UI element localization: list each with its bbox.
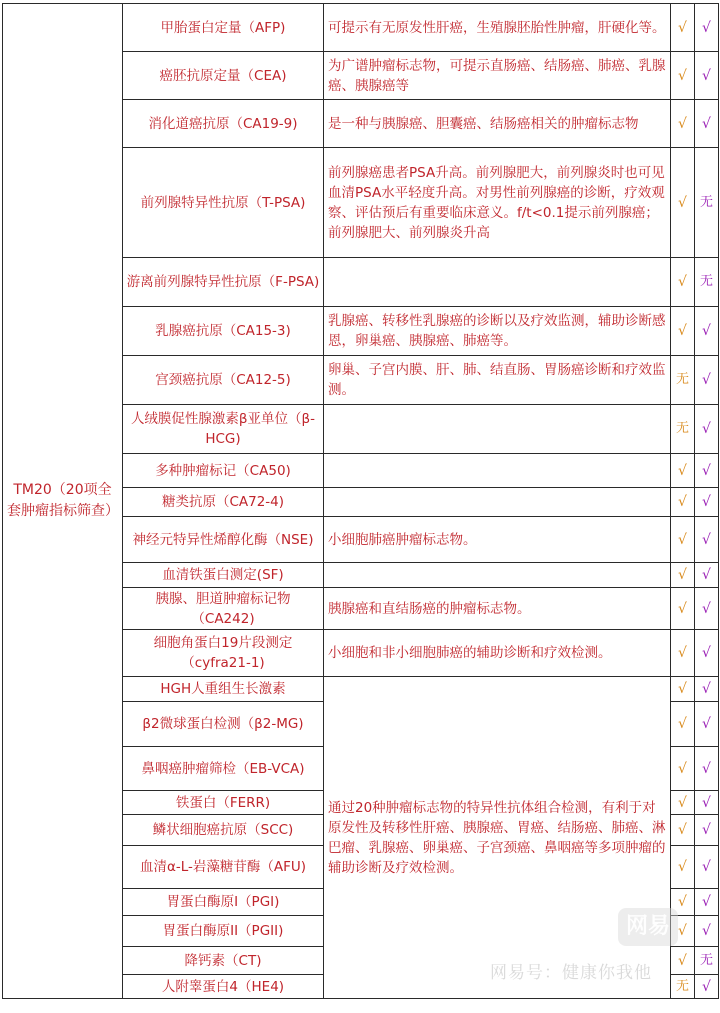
package-b-mark: √ bbox=[695, 747, 719, 791]
package-b-mark: 无 bbox=[695, 947, 719, 975]
marker-name: 鼻咽癌肿瘤筛检（EB-VCA) bbox=[123, 747, 324, 791]
merged-description: 通过20种肿瘤标志物的特异性抗体组合检测，有利于对原发性及转移性肝癌、胰腺癌、胃癌、结肠癌、肺癌、淋巴瘤、乳腺癌、卵巢癌、子宫颈癌、鼻咽癌等多项肿瘤的辅助诊断及疗效检测。 bbox=[324, 677, 671, 999]
package-a-mark: √ bbox=[671, 747, 695, 791]
package-a-mark: √ bbox=[671, 148, 695, 258]
marker-name: 胃蛋白酶原I（PGI) bbox=[123, 889, 324, 916]
marker-description: 可提示有无原发性肝癌，生殖腺胚胎性肿瘤，肝硬化等。 bbox=[324, 4, 671, 52]
package-a-mark: √ bbox=[671, 454, 695, 488]
marker-name: β2微球蛋白检测（β2-MG) bbox=[123, 702, 324, 747]
marker-name: 宫颈癌抗原（CA12-5) bbox=[123, 356, 324, 405]
marker-name: 癌胚抗原定量（CEA) bbox=[123, 52, 324, 100]
marker-name: 神经元特异性烯醇化酶（NSE) bbox=[123, 517, 324, 563]
package-b-mark: √ bbox=[695, 702, 719, 747]
marker-description bbox=[324, 405, 671, 454]
package-a-mark: √ bbox=[671, 889, 695, 916]
package-a-mark: 无 bbox=[671, 975, 695, 999]
package-a-mark: √ bbox=[671, 677, 695, 702]
package-a-mark: √ bbox=[671, 947, 695, 975]
marker-name: 人附睾蛋白4（HE4) bbox=[123, 975, 324, 999]
marker-name: 细胞角蛋白19片段测定（cyfra21-1) bbox=[123, 630, 324, 677]
package-a-mark: √ bbox=[671, 258, 695, 307]
package-a-mark: √ bbox=[671, 488, 695, 517]
package-a-mark: √ bbox=[671, 563, 695, 588]
package-a-mark: √ bbox=[671, 588, 695, 630]
package-b-mark: √ bbox=[695, 405, 719, 454]
marker-description: 卵巢、子宫内膜、肝、肺、结直肠、胃肠癌诊断和疗效监测。 bbox=[324, 356, 671, 405]
watermark-logo: 网易 bbox=[618, 908, 678, 946]
marker-name: 游离前列腺特异性抗原（F-PSA) bbox=[123, 258, 324, 307]
package-a-mark: √ bbox=[671, 702, 695, 747]
package-b-mark: √ bbox=[695, 517, 719, 563]
package-b-mark: √ bbox=[695, 588, 719, 630]
marker-description: 小细胞和非小细胞肺癌的辅助诊断和疗效检测。 bbox=[324, 630, 671, 677]
marker-description: 为广谱肿瘤标志物，可提示直肠癌、结肠癌、肺癌、乳腺癌、胰腺癌等 bbox=[324, 52, 671, 100]
package-b-mark: √ bbox=[695, 4, 719, 52]
package-a-mark: 无 bbox=[671, 405, 695, 454]
marker-description bbox=[324, 563, 671, 588]
marker-description bbox=[324, 258, 671, 307]
watermark-text: 网易号：健康你我他 bbox=[490, 963, 652, 983]
package-a-mark: √ bbox=[671, 307, 695, 356]
marker-name: 糖类抗原（CA72-4) bbox=[123, 488, 324, 517]
package-a-mark: √ bbox=[671, 100, 695, 148]
package-b-mark: √ bbox=[695, 488, 719, 517]
marker-description bbox=[324, 454, 671, 488]
package-a-mark: √ bbox=[671, 815, 695, 846]
marker-description: 前列腺癌患者PSA升高。前列腺肥大，前列腺炎时也可见血清PSA水平轻度升高。对男性前列腺癌的诊断，疗效观察、评估预后有重要临床意义。f/t<0.1提示前列腺癌；前列腺肥大、前列腺炎升高 bbox=[324, 148, 671, 258]
package-b-mark: √ bbox=[695, 815, 719, 846]
package-a-mark: √ bbox=[671, 517, 695, 563]
package-b-mark: √ bbox=[695, 791, 719, 815]
package-b-mark: √ bbox=[695, 846, 719, 889]
package-b-mark: √ bbox=[695, 100, 719, 148]
marker-name: 人绒膜促性腺激素β亚单位（β-HCG) bbox=[123, 405, 324, 454]
package-b-mark: √ bbox=[695, 889, 719, 916]
package-a-mark: √ bbox=[671, 846, 695, 889]
table-row bbox=[3, 4, 719, 52]
marker-name: 前列腺特异性抗原（T-PSA) bbox=[123, 148, 324, 258]
marker-name: 胰腺、胆道肿瘤标记物（CA242) bbox=[123, 588, 324, 630]
package-a-mark: √ bbox=[671, 791, 695, 815]
marker-name: 甲胎蛋白定量（AFP) bbox=[123, 4, 324, 52]
package-b-mark: √ bbox=[695, 630, 719, 677]
marker-description bbox=[324, 488, 671, 517]
package-b-mark: √ bbox=[695, 52, 719, 100]
package-a-mark: √ bbox=[671, 916, 695, 947]
package-a-mark: 无 bbox=[671, 356, 695, 405]
package-b-mark: √ bbox=[695, 975, 719, 999]
package-b-mark: √ bbox=[695, 307, 719, 356]
package-b-mark: √ bbox=[695, 454, 719, 488]
marker-name: 鳞状细胞癌抗原（SCC) bbox=[123, 815, 324, 846]
package-b-mark: 无 bbox=[695, 258, 719, 307]
marker-description: 小细胞肺癌肿瘤标志物。 bbox=[324, 517, 671, 563]
package-b-mark: √ bbox=[695, 916, 719, 947]
marker-name: HGH人重组生长激素 bbox=[123, 677, 324, 702]
package-a-mark: √ bbox=[671, 4, 695, 52]
marker-description: 乳腺癌、转移性乳腺癌的诊断以及疗效监测，辅助诊断感恩，卵巢癌、胰腺癌、肺癌等。 bbox=[324, 307, 671, 356]
package-a-mark: √ bbox=[671, 52, 695, 100]
marker-name: 血清铁蛋白测定(SF) bbox=[123, 563, 324, 588]
marker-name: 血清α-L-岩藻糖苷酶（AFU) bbox=[123, 846, 324, 889]
group-label: TM20（20项全套肿瘤指标筛查） bbox=[3, 4, 123, 999]
tumor-marker-table bbox=[2, 3, 719, 999]
marker-description: 是一种与胰腺癌、胆囊癌、结肠癌相关的肿瘤标志物 bbox=[324, 100, 671, 148]
marker-name: 铁蛋白（FERR) bbox=[123, 791, 324, 815]
marker-name: 降钙素（CT) bbox=[123, 947, 324, 975]
marker-name: 乳腺癌抗原（CA15-3) bbox=[123, 307, 324, 356]
package-b-mark: √ bbox=[695, 677, 719, 702]
marker-name: 多种肿瘤标记（CA50) bbox=[123, 454, 324, 488]
package-a-mark: √ bbox=[671, 630, 695, 677]
marker-name: 消化道癌抗原（CA19-9) bbox=[123, 100, 324, 148]
package-b-mark: √ bbox=[695, 563, 719, 588]
marker-description: 胰腺癌和直结肠癌的肿瘤标志物。 bbox=[324, 588, 671, 630]
package-b-mark: √ bbox=[695, 356, 719, 405]
marker-name: 胃蛋白酶原II（PGII) bbox=[123, 916, 324, 947]
package-b-mark: 无 bbox=[695, 148, 719, 258]
